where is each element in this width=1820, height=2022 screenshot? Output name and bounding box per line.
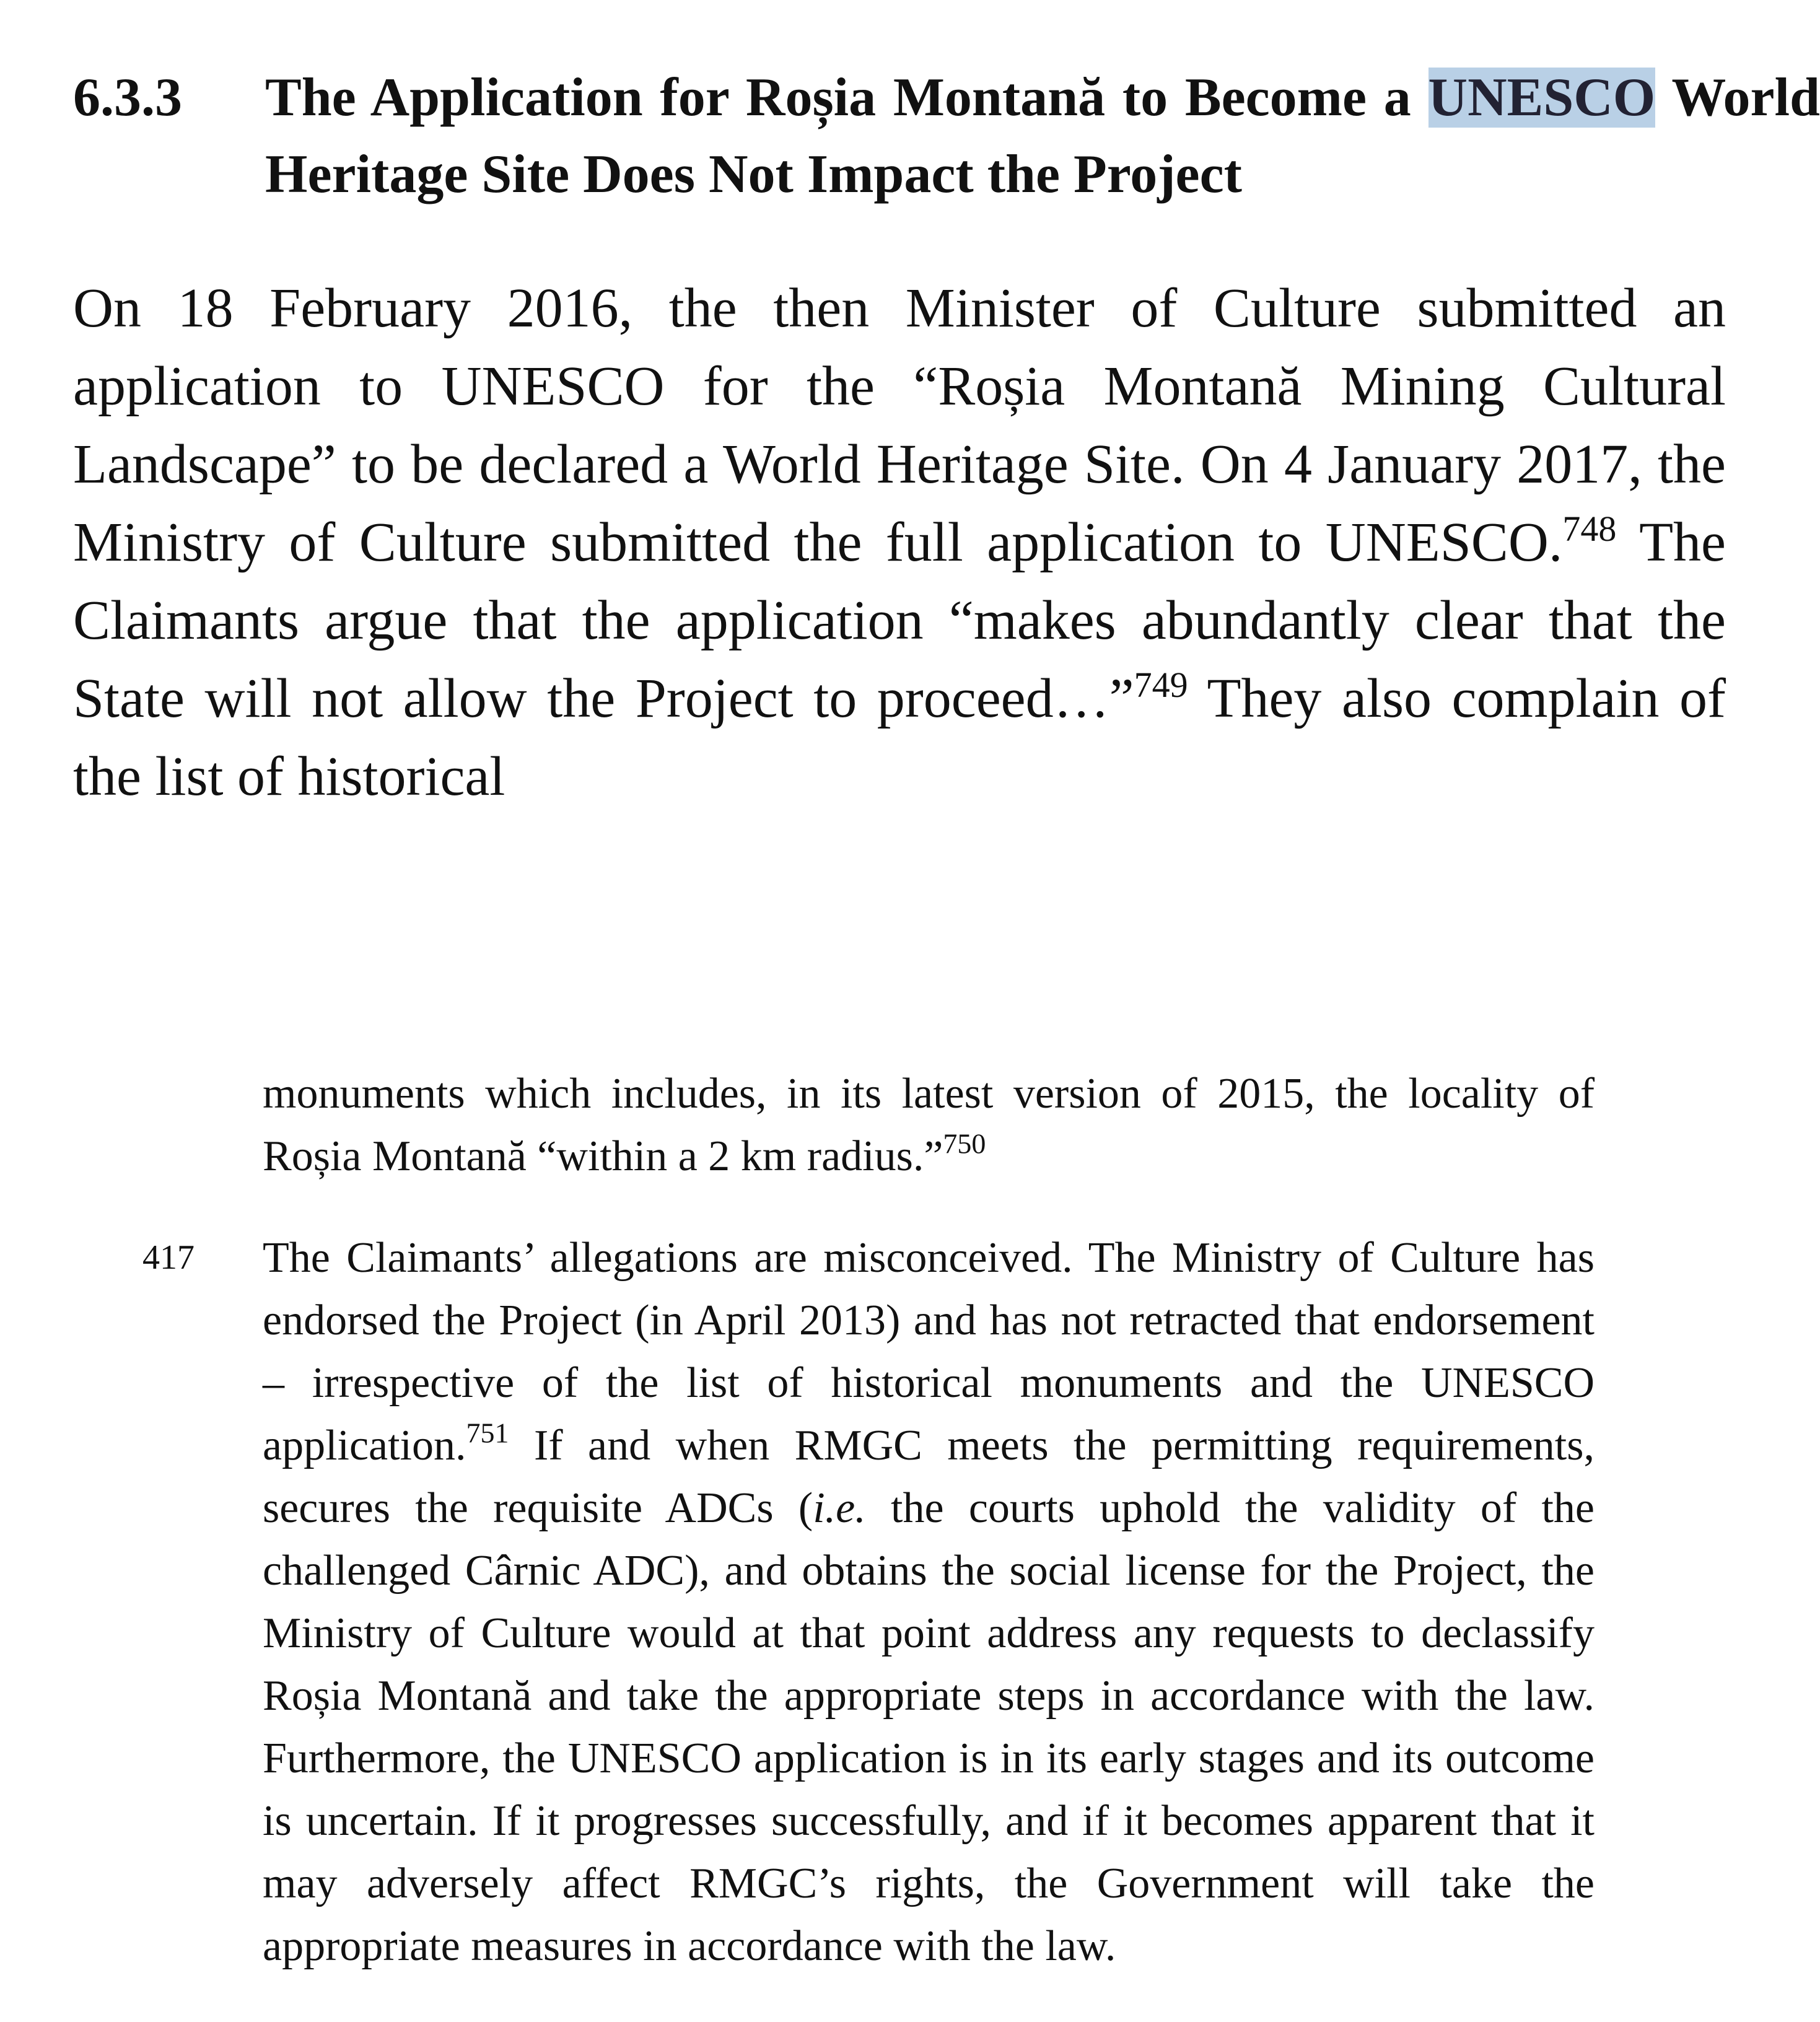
selected-text-highlight[interactable]: UNESCO <box>1428 68 1656 128</box>
footnote-ref-748: 748 <box>1562 509 1617 549</box>
footnote-ref-751: 751 <box>466 1417 509 1449</box>
section-title <box>265 59 1820 213</box>
para-417-ie: i.e. <box>813 1484 866 1532</box>
intro-text-3: They also complain of the list of historical <box>73 668 1726 807</box>
para-417-text-3: the courts uphold the validity of the challenged Cârnic ADC), and obtains the social license for the Project, the Ministry of Culture would at that point address any requests to declassify Roșia Montană and take the appropriate steps in accordance with the law. Furthermore, the UNESCO application is in its early stages and its outcome is uncertain. If it progresses successfully, and if it becomes apparent that it may adversely affect RMGC’s rights, the Government will take the appropriate measures in accordance with the law. <box>263 1484 1595 1970</box>
intro-text-2: The Claimants argue that the application “makes abundantly clear that the State will not allow the Project to proceed…” <box>73 512 1726 729</box>
continuation-paragraph <box>263 1062 1595 1188</box>
section-title-text: The Application for Roșia Montană to Become a <box>265 68 1428 128</box>
para-417-text-2: If and when RMGC meets the permitting requirements, secures the requisite ADCs ( <box>263 1422 1595 1532</box>
paragraph-number: 417 <box>142 1238 195 1277</box>
paragraph-417 <box>263 1227 1595 1977</box>
section-title-text-end: World Heritage Site Does Not Impact the Project <box>265 68 1820 204</box>
section-number: 6.3.3 <box>73 68 182 128</box>
footnote-ref-750: 750 <box>943 1127 986 1160</box>
footnote-ref-749: 749 <box>1134 665 1188 706</box>
intro-text-1: On 18 February 2016, the then Minister of Culture submitted an application to UNESCO for the “Roșia Montană Mining Cultural Landscape” to be declared a World Heritage Site. On 4 January 2017, the Ministry of Culture submitted the full application to UNESCO. <box>73 278 1726 573</box>
intro-paragraph <box>73 269 1726 816</box>
para-417-text-1: The Claimants’ allegations are misconceived. The Ministry of Culture has endorsed the Project (in April 2013) and has not retracted that endorsement – irrespective of the list of historical monuments and the UNESCO application. <box>263 1234 1595 1469</box>
continuation-text: monuments which includes, in its latest version of 2015, the locality of Roșia Montană “within a 2 km radius.” <box>263 1070 1595 1180</box>
